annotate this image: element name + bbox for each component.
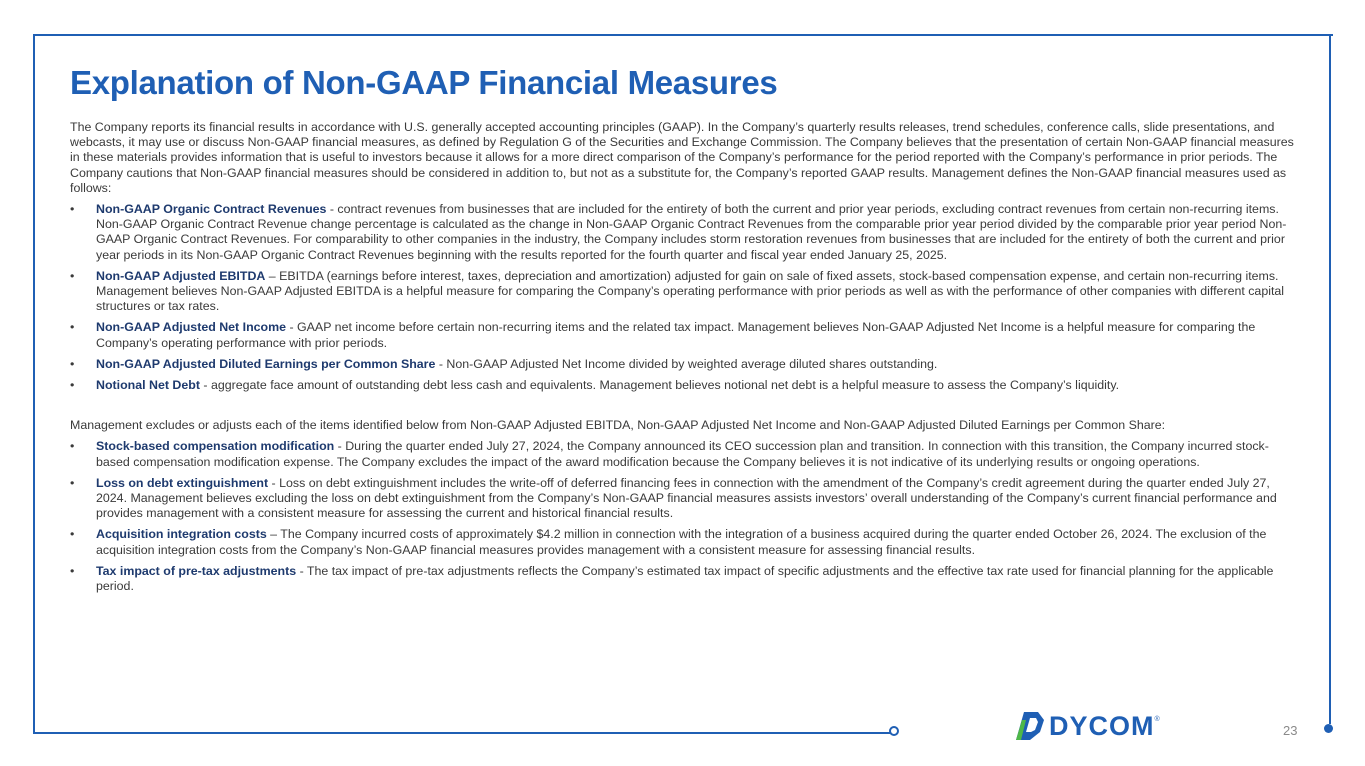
list-item [70, 527, 1300, 557]
adjustments-intro: Management excludes or adjusts each of the items identified below from Non-GAAP Adjusted EBITDA, Non-GAAP Adjusted Net Income and Non-GAAP Adjusted Diluted Earnings per Common Share: [70, 418, 1166, 433]
frame-circle-accent [889, 726, 899, 736]
list-item [70, 564, 1300, 594]
logo-wordmark: DYCOM [1049, 710, 1155, 741]
term-description: - The tax impact of pre-tax adjustments reflects the Company’s estimated tax impact of specific adjustments and the effective tax rate used for financial planning for the applicable period. [96, 563, 1274, 594]
list-item [70, 476, 1300, 522]
registered-mark: ® [1154, 716, 1160, 723]
bullet-icon: • [70, 356, 75, 371]
bullet-icon: • [70, 439, 75, 454]
bullet-icon: • [70, 268, 75, 283]
frame-bottom-border [33, 732, 891, 734]
bullet-icon: • [70, 202, 75, 217]
list-item [70, 439, 1300, 469]
term-description: - GAAP net income before certain non-recurring items and the related tax impact. Management believes Non-GAAP Adjusted Net Income is a helpful measure for comparing the Company’s operating performance with prior periods. [96, 320, 1256, 350]
list-item [70, 269, 1300, 315]
term-label: Non-GAAP Adjusted EBITDA [96, 268, 266, 283]
list-item [70, 378, 1300, 393]
term-label: Stock-based compensation modification [96, 439, 335, 454]
bullet-icon: • [70, 320, 75, 335]
list-item [70, 320, 1300, 350]
bullet-icon: • [70, 475, 75, 490]
frame-left-border [33, 34, 35, 734]
term-label: Non-GAAP Adjusted Net Income [96, 320, 287, 335]
content-body [70, 120, 1300, 594]
list-item [70, 202, 1300, 263]
measures-list [70, 202, 1300, 393]
term-label: Notional Net Debt [96, 378, 200, 393]
page-title: Explanation of Non-GAAP Financial Measures [70, 64, 778, 101]
frame-right-border [1329, 34, 1331, 724]
term-description: - Non-GAAP Adjusted Net Income divided by weighted average diluted shares outstanding. [435, 356, 938, 371]
term-label: Tax impact of pre-tax adjustments [96, 563, 297, 578]
term-label: Acquisition integration costs [96, 527, 267, 542]
term-label: Non-GAAP Adjusted Diluted Earnings per Common Share [96, 356, 436, 371]
term-description: – The Company incurred costs of approximately $4.2 million in connection with the integration of a business acquired during the quarter ended October 26, 2024. The exclusion of the acquisition integration costs from the Company’s Non-GAAP financial measures provides management with a consistent measure for assessing financial results. [96, 527, 1267, 557]
term-description: - Loss on debt extinguishment includes the write-off of deferred financing fees in connection with the amendment of the Company’s credit agreement during the quarter ended July 27, 2024. Management believes excluding the loss on debt extinguishment from the Company’s Non-GAAP financial measures assists investors’ overall understanding of the Company’s current financial performance and provides management with a consistent measure for assessing the current and historical financial results. [96, 475, 1277, 521]
list-item [70, 357, 1300, 372]
section-spacer [70, 393, 1300, 418]
page-number: 23 [1283, 723, 1298, 738]
term-description: - aggregate face amount of outstanding debt less cash and equivalents. Management believes notional net debt is a helpful measure to assess the Company’s liquidity. [199, 378, 1120, 393]
term-label: Non-GAAP Organic Contract Revenues [96, 202, 327, 217]
dycom-logo-mark-icon [1014, 710, 1046, 742]
adjustments-list [70, 439, 1300, 594]
bullet-icon: • [70, 563, 75, 578]
term-description: - contract revenues from businesses that are included for the entirety of both the current and prior year periods, excluding contract revenues from certain non-recurring items. Non-GAAP Organic Contract Revenue change percentage is calculated as the change in Non-GAAP Organic Contract Revenues from the comparable prior year period divided by the comparable prior year period Non-GAAP Organic Contract Revenues. For comparability to other companies in the industry, the Company includes storm restoration revenues from businesses that are included for the entirety of both the current and prior year periods in its Non-GAAP Organic Contract Revenues beginning with the results reported for the fourth quarter and fiscal year ended January 25, 2025. [96, 202, 1287, 262]
bullet-icon: • [70, 378, 75, 393]
intro-paragraph: The Company reports its financial results in accordance with U.S. generally accepted accounting principles (GAAP). In the Company’s quarterly results releases, trend schedules, conference calls, slide presentations, and webcasts, it may use or discuss Non-GAAP financial measures, as defined by Regulation G of the Securities and Exchange Commission. The Company believes that the presentation of certain Non-GAAP financial measures in these materials provides information that is useful to investors because it allows for a more direct comparison of the Company’s performance for the period reported with the Company’s performance in prior periods. The Company cautions that Non-GAAP financial measures should be considered in addition to, but not as a substitute for, the Company’s reported GAAP results. Management defines the Non-GAAP financial measures used as follows: [70, 120, 1294, 195]
term-label: Loss on debt extinguishment [96, 475, 269, 490]
frame-dot-accent [1324, 724, 1333, 733]
frame-top-border [33, 34, 1333, 36]
term-description: - During the quarter ended July 27, 2024, the Company announced its CEO succession plan and transition. In connection with this transition, the Company incurred stock-based compensation modification expense. The Company excludes the impact of the award modification because the Company believes it is not indicative of its underlying results or ongoing operations. [96, 439, 1269, 469]
term-description: – EBITDA (earnings before interest, taxes, depreciation and amortization) adjusted for gain on sale of fixed assets, stock-based compensation expense, and certain non-recurring items. Management believes Non-GAAP Adjusted EBITDA is a helpful measure for comparing the Company’s operating performance with prior periods as well as with the performance of other companies with different capital structures or tax rates. [96, 268, 1285, 314]
dycom-logo [1014, 710, 1160, 742]
bullet-icon: • [70, 527, 75, 542]
